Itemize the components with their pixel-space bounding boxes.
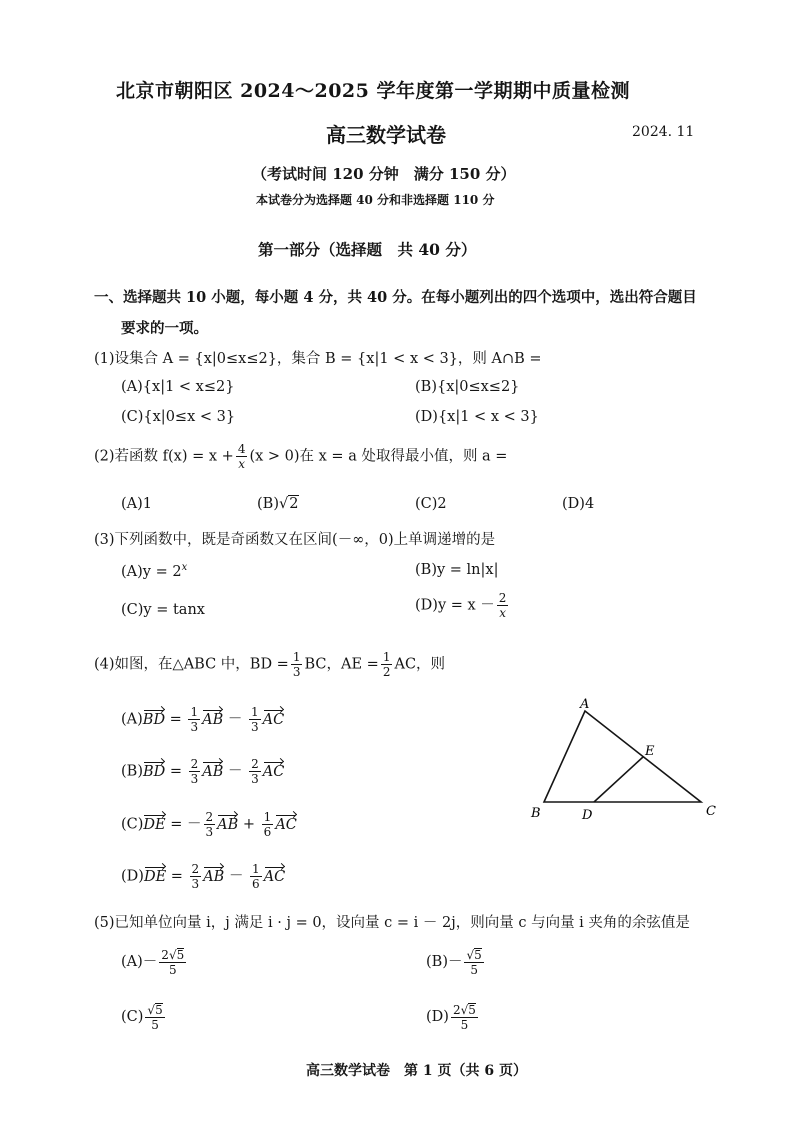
q4-stem-part3: AC，则	[394, 656, 446, 673]
vector-ab: AB	[217, 816, 239, 833]
radicand: 5	[468, 1003, 476, 1017]
vector-ab: AB	[202, 711, 224, 728]
coef-2-den: 3	[251, 772, 259, 786]
q5-stem: (5)已知单位向量 i，j 满足 i · j = 0，设向量 c = i － 2j，则向量 c 与向量 i 夹角的余弦值是	[94, 915, 690, 931]
q3-option-b: (B)y = ln|x|	[415, 562, 499, 578]
q3-option-d-num: 2	[498, 591, 507, 605]
label-a: A	[580, 697, 590, 712]
option-label: (C)	[121, 1009, 144, 1025]
exam-info: （考试时间 120 分钟 满分 150 分）	[252, 165, 516, 183]
q3-option-a-exponent: x	[181, 562, 188, 573]
q2-option-a: (A)1	[121, 496, 153, 512]
coef-1	[190, 863, 202, 890]
q5-c-fraction	[145, 1003, 164, 1031]
vector-ac: AC	[262, 763, 285, 780]
q5-b-fraction	[464, 948, 483, 976]
coef-1-den: 3	[191, 877, 200, 891]
q2-option-c: (C)2	[415, 496, 447, 512]
vector-lhs: DE	[143, 816, 166, 833]
vector-lhs: BD	[142, 763, 166, 780]
vector-ab: AB	[202, 763, 224, 780]
coef-2	[250, 863, 262, 890]
q2-prefix: (2)若函数 f(x) = x +	[94, 448, 234, 465]
coef-1	[189, 758, 201, 785]
q5-b-den: 5	[470, 963, 478, 977]
q2-frac-den: x	[238, 457, 246, 471]
coef-2-num: 2	[251, 757, 259, 771]
exam-date: 2024. 11	[632, 124, 695, 140]
instruction-line2: 要求的一项。	[121, 320, 208, 337]
triangle-abc	[544, 711, 701, 802]
q5-d-num: 2√5	[452, 1003, 476, 1017]
q2-option-b-label: (B)	[257, 496, 279, 512]
subject-title: 高三数学试卷	[326, 123, 446, 147]
operator: +	[242, 816, 256, 833]
q4-stem-part1: (4)如图，在△ABC 中，BD =	[94, 656, 289, 673]
radicand: 5	[155, 1003, 163, 1017]
score-note: 本试卷分为选择题 40 分和非选择题 110 分	[256, 193, 495, 207]
sign: －	[187, 816, 202, 833]
coef-2-num: 1	[263, 810, 272, 824]
q2-fraction	[236, 443, 248, 470]
q5-option-d	[426, 1003, 480, 1031]
q5-a-num: 2√5	[161, 948, 185, 962]
q3-stem: (3)下列函数中，既是奇函数又在区间(－∞，0)上单调递增的是	[94, 532, 496, 548]
q2-option-d: (D)4	[562, 496, 595, 512]
coef-2-num: 1	[252, 862, 260, 876]
q2-option-b-radicand: 2	[289, 496, 299, 512]
label-c: C	[706, 804, 716, 819]
vector-ac: AC	[262, 711, 285, 728]
coef-2	[249, 706, 261, 733]
coef-1-den: 3	[190, 720, 199, 734]
option-label: (D)	[426, 1009, 449, 1025]
q1-option-b: (B){x|0≤x≤2}	[415, 379, 520, 395]
option-label: (C)	[121, 816, 144, 833]
coef-1-num: 2	[191, 862, 200, 876]
q4-fraction-1	[291, 651, 303, 678]
coef-2-den: 6	[263, 825, 272, 839]
q4-option-d: (D)DE = $\frac{2}{3}$ AB － $\frac{1}{6}$ AC	[121, 862, 286, 891]
label-d: D	[582, 808, 593, 823]
coef: 2	[161, 948, 169, 962]
q4-stem-part2: BC，AE =	[304, 656, 379, 673]
q5-option-a	[121, 948, 188, 976]
q5-c-num: √5	[147, 1003, 163, 1017]
q5-a-den: 5	[168, 963, 177, 977]
radicand: 5	[176, 948, 185, 962]
q5-a-fraction	[159, 948, 186, 976]
q1-option-c: (C){x|0≤x < 3}	[121, 409, 236, 425]
segment-de	[594, 757, 643, 802]
page-footer: 高三数学试卷 第 1 页（共 6 页）	[306, 1063, 527, 1079]
q4-fraction-2	[381, 651, 393, 678]
triangle-figure	[520, 695, 720, 825]
option-label: (B)－	[426, 954, 463, 970]
radicand: 5	[474, 948, 482, 962]
vector-ab: AB	[203, 868, 225, 885]
coef-2-den: 3	[250, 720, 259, 734]
part1-title: 第一部分（选择题 共 40 分）	[258, 240, 477, 259]
q4-f1-num: 1	[292, 650, 301, 664]
coef-1-den: 3	[190, 772, 199, 786]
option-label: (B)	[121, 763, 143, 780]
q5-d-fraction	[451, 1003, 478, 1031]
q3-option-a-text: (A)y = 2	[121, 563, 182, 580]
q3-option-d-text: (D)y = x －	[415, 597, 495, 614]
q3-option-a	[121, 562, 187, 580]
q4-option-a: (A)BD = $\frac{1}{3}$ AB － $\frac{1}{3}$ AC	[121, 705, 285, 734]
option-label: (A)	[121, 711, 143, 728]
q4-f2-den: 2	[382, 665, 391, 679]
coef-1-num: 1	[190, 705, 199, 719]
coef-2-den: 6	[252, 877, 260, 891]
q5-d-den: 5	[460, 1018, 469, 1032]
q2-option-b	[257, 496, 299, 512]
label-b: B	[531, 806, 541, 821]
q5-c-den: 5	[151, 1018, 159, 1032]
vector-ac: AC	[275, 816, 297, 833]
q4-f2-num: 1	[382, 650, 391, 664]
operator: －	[227, 711, 243, 728]
option-label: (D)	[121, 868, 144, 885]
coef-1-num: 2	[190, 757, 199, 771]
sqrt-symbol: √2	[278, 496, 299, 512]
vector-lhs: BD	[142, 711, 166, 728]
q1-stem: (1)设集合 A = {x|0≤x≤2}，集合 B = {x|1 < x < 3}，则 A∩B =	[94, 351, 542, 367]
instruction-line1: 一、选择题共 10 小题，每小题 4 分，共 40 分。在每小题列出的四个选项中，选出符合题目	[94, 289, 697, 306]
operator: －	[228, 763, 243, 780]
q4-f1-den: 3	[292, 665, 301, 679]
q5-option-c	[121, 1003, 167, 1031]
coef-2	[262, 811, 274, 838]
coef-2-num: 1	[250, 705, 259, 719]
q4-option-c: (C)DE = － $\frac{2}{3}$ AB + $\frac{1}{6}$ AC	[121, 810, 297, 839]
page-title: 北京市朝阳区 2024～2025 学年度第一学期期中质量检测	[116, 80, 630, 102]
vector-lhs: DE	[143, 868, 167, 885]
q2-stem	[94, 443, 507, 470]
coef-1-den: 3	[205, 825, 214, 839]
q3-option-c: (C)y = tanx	[121, 602, 205, 618]
q3-option-d	[415, 592, 510, 619]
coef-1	[204, 811, 216, 838]
coef: 2	[452, 1003, 461, 1017]
q3-option-d-den: x	[499, 606, 506, 620]
option-label: (A)－	[121, 954, 158, 970]
q4-stem	[94, 651, 445, 678]
vector-ac: AC	[263, 868, 286, 885]
q3-option-d-fraction	[497, 592, 509, 619]
operator: －	[228, 868, 244, 885]
q1-option-a: (A){x|1 < x≤2}	[121, 379, 235, 395]
q4-option-b: (B)BD = $\frac{2}{3}$ AB － $\frac{2}{3}$ AC	[121, 757, 285, 786]
q2-frac-num: 4	[237, 442, 246, 456]
q2-suffix: (x > 0)在 x = a 处取得最小值，则 a =	[249, 448, 508, 465]
coef-1	[188, 706, 200, 733]
coef-1-num: 2	[205, 810, 214, 824]
q5-option-b	[426, 948, 486, 976]
q5-b-num: √5	[466, 948, 482, 962]
coef-2	[249, 758, 261, 785]
q1-option-d: (D){x|1 < x < 3}	[415, 409, 539, 425]
label-e: E	[645, 744, 655, 759]
